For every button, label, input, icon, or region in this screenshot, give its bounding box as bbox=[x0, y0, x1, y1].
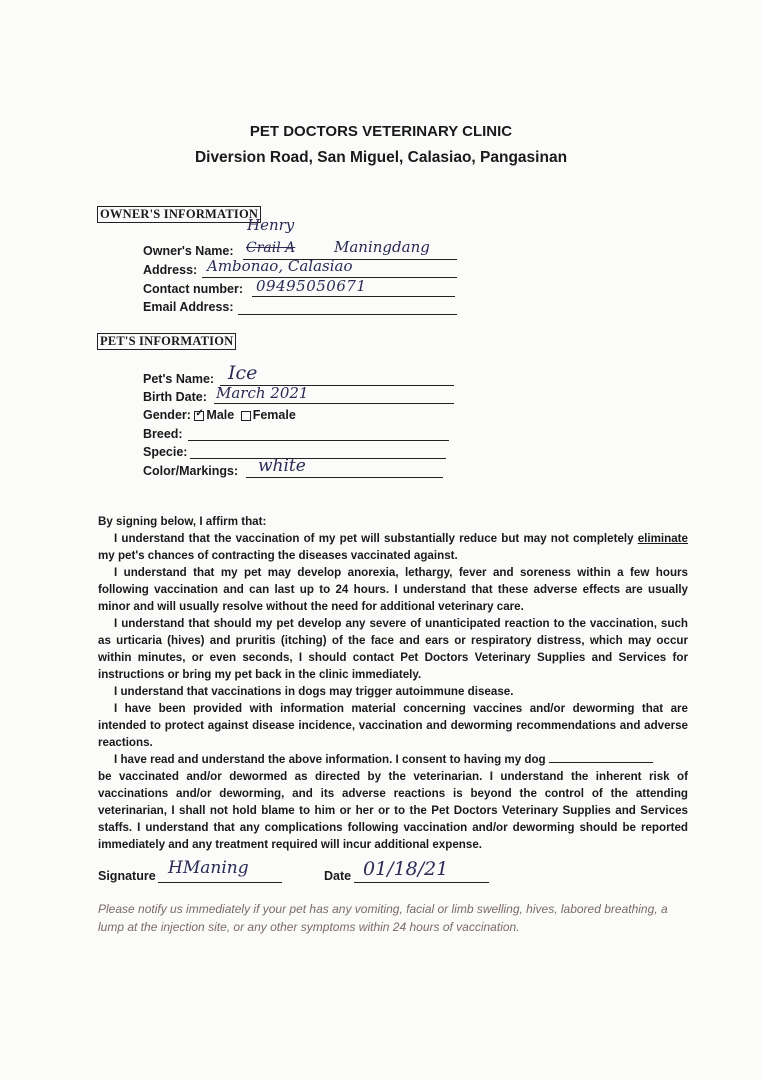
contact-number-label: Contact number: bbox=[143, 282, 243, 296]
gender-label: Gender: bbox=[143, 408, 191, 422]
email-label: Email Address: bbox=[143, 300, 234, 314]
consent-paragraph-3: I understand that should my pet develop any severe of unanticipated reaction to the vaccination, such as urticaria (hives) and pruritis (itching) of the face and ears or respiratory distress, which may occur within minutes, or even seconds, I should contact Pet Doctors Veterinary Supplies and Services for instructions or bring my pet back in the clinic immediately. bbox=[98, 617, 688, 681]
notice-text: Please notify us immediately if your pet has any vomiting, facial or limb swelling, hives, labored breathing, a lump at the injection site, or any other symptoms within 24 hours of vaccination. bbox=[98, 902, 668, 934]
date-label: Date bbox=[324, 869, 352, 883]
owner-address-label: Address: bbox=[143, 263, 198, 277]
owner-name-value: Maningdang bbox=[334, 238, 430, 256]
owner-name-struck: Crail A bbox=[246, 240, 296, 256]
birth-date-line bbox=[214, 403, 454, 404]
contact-number-line bbox=[252, 296, 455, 297]
clinic-name: PET DOCTORS VETERINARY CLINIC bbox=[249, 123, 513, 140]
male-label: Male bbox=[206, 408, 235, 422]
breed-line bbox=[188, 440, 449, 441]
pet-section-title: PET'S INFORMATION bbox=[97, 333, 236, 350]
date-line bbox=[354, 882, 489, 883]
owner-address-value: Ambonao, Calasiao bbox=[207, 257, 353, 275]
gender-row bbox=[143, 408, 296, 422]
breed-label: Breed: bbox=[143, 427, 183, 441]
contact-number-value: 09495050671 bbox=[256, 277, 367, 295]
owner-name-correction: Henry bbox=[247, 216, 295, 234]
birth-date-label: Birth Date: bbox=[143, 390, 207, 404]
color-markings-line bbox=[246, 477, 443, 478]
specie-label: Specie: bbox=[143, 445, 188, 459]
pet-name-value: Ice bbox=[228, 362, 258, 384]
email-line bbox=[238, 314, 457, 315]
signature-value: HManing bbox=[168, 858, 249, 878]
specie-line bbox=[190, 458, 446, 459]
signature-label: Signature bbox=[98, 869, 156, 883]
consent-paragraph-5: I have been provided with information material concerning vaccines and/or deworming that are intended to protect against disease incidence, vaccination and deworming recommendations and adverse reactions. bbox=[98, 702, 688, 749]
dog-name-line bbox=[549, 752, 653, 763]
pet-name-label: Pet's Name: bbox=[143, 372, 215, 386]
owner-section-title: OWNER'S INFORMATION bbox=[97, 206, 261, 223]
color-markings-label: Color/Markings: bbox=[143, 464, 239, 478]
consent-paragraph-6b: be vaccinated and/or dewormed as directed by the veterinarian. I understand the inherent risk of vaccinations and/or deworming, and its adverse reactions is beyond the control of the attending veterinarian, I shall not hold blame to him or her or to the Pet Doctors Veterinary Supplies and Services staffs. I understand that any complications following vaccination and/or deworming should be reported immediately and any treatment required will incur additional expense. bbox=[98, 770, 688, 851]
date-value: 01/18/21 bbox=[363, 858, 449, 880]
consent-paragraph-1: I understand that the vaccination of my pet will substantially reduce but may not completely eliminate my pet's chances of contracting the diseases vaccinated against. bbox=[98, 532, 688, 562]
consent-intro: By signing below, I affirm that: bbox=[98, 515, 267, 528]
birth-date-value: March 2021 bbox=[216, 384, 309, 402]
female-checkbox[interactable] bbox=[241, 411, 251, 421]
male-checkbox[interactable]: ✓ bbox=[195, 407, 204, 419]
clinic-address: Diversion Road, San Miguel, Calasiao, Pangasinan bbox=[194, 149, 568, 166]
consent-paragraph-4: I understand that vaccinations in dogs may trigger autoimmune disease. bbox=[114, 685, 514, 698]
consent-paragraph-6a: I have read and understand the above information. I consent to having my dog bbox=[98, 751, 688, 768]
female-label: Female bbox=[252, 408, 296, 422]
signature-line bbox=[158, 882, 282, 883]
color-markings-value: white bbox=[258, 456, 306, 476]
consent-paragraph-2: I understand that my pet may develop anorexia, lethargy, fever and soreness within a few hours following vaccination and can last up to 24 hours. I understand that these adverse effects are usually minor and will usually resolve without the need for additional veterinary care. bbox=[98, 566, 688, 613]
owner-name-label: Owner's Name: bbox=[143, 244, 234, 258]
